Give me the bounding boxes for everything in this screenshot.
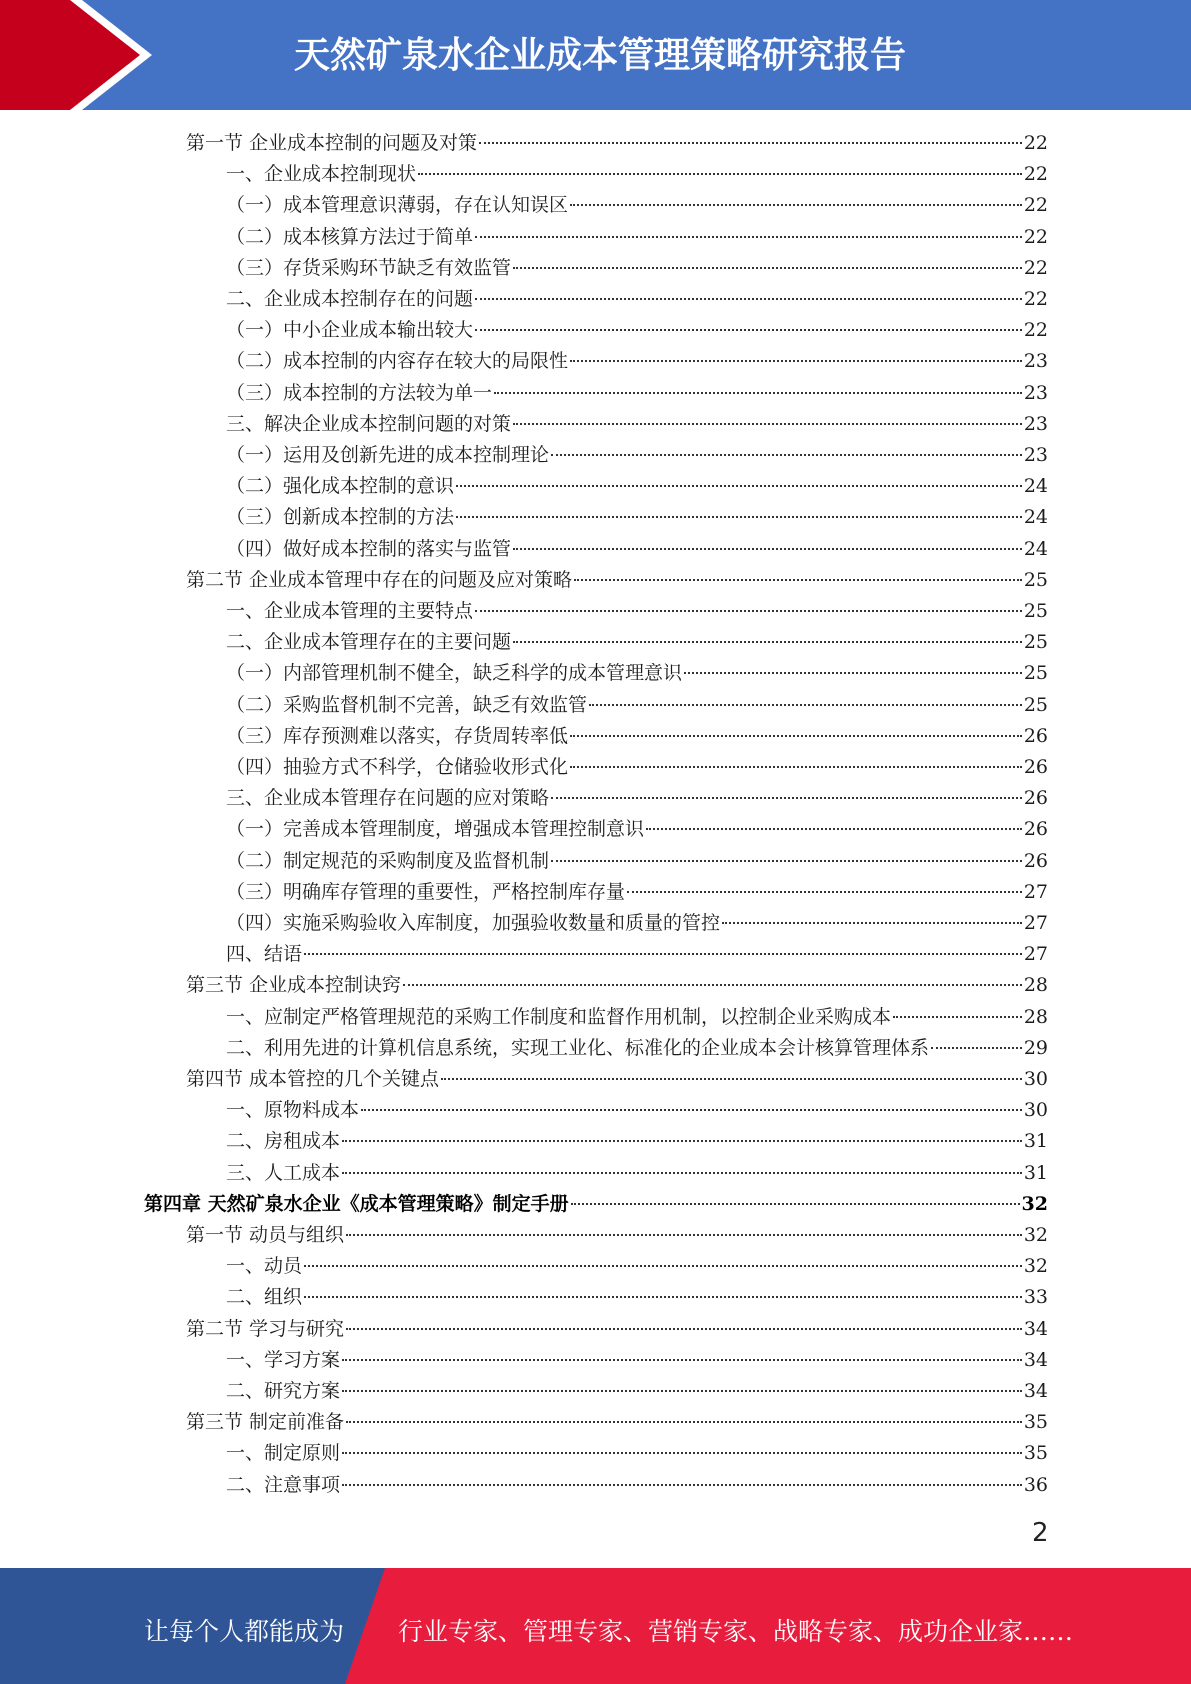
toc-leader-dots (570, 735, 1022, 737)
toc-entry[interactable] (226, 1376, 1048, 1407)
toc-entry-label: 二、利用先进的计算机信息系统，实现工业化、标准化的企业成本会计核算管理体系 (226, 1036, 930, 1059)
toc-entry-page: 23 (1023, 381, 1048, 404)
toc-entry[interactable] (226, 690, 1048, 721)
toc-entry-page: 32 (1023, 1224, 1048, 1246)
toc-entry-page: 23 (1023, 350, 1048, 373)
toc-entry-label: （一）内部管理机制不健全，缺乏科学的成本管理意识 (226, 662, 683, 685)
toc-entry[interactable] (226, 284, 1048, 315)
toc-entry-label: 三、企业成本管理存在问题的应对策略 (226, 787, 550, 810)
toc-leader-dots (304, 1296, 1022, 1298)
toc-entry[interactable] (186, 1220, 1048, 1251)
toc-entry-page: 30 (1023, 1099, 1048, 1122)
toc-entry-label: （一）成本管理意识薄弱，存在认知误区 (226, 194, 569, 217)
toc-entry-label: 第三节 制定前准备 (186, 1411, 345, 1434)
toc-entry-page: 32 (1023, 1255, 1048, 1278)
toc-entry-label: 三、人工成本 (226, 1161, 341, 1184)
toc-entry-page: 22 (1023, 288, 1048, 310)
toc-entry-page: 34 (1023, 1348, 1048, 1371)
toc-leader-dots (342, 1140, 1022, 1142)
toc-leader-dots (570, 204, 1022, 206)
toc-entry-label: （四）抽验方式不科学，仓储验收形式化 (226, 756, 569, 778)
toc-leader-dots (342, 1172, 1022, 1174)
toc-entry-page: 27 (1023, 912, 1048, 934)
toc-entry[interactable] (226, 627, 1048, 658)
toc-entry[interactable] (226, 440, 1048, 471)
toc-entry-page: 26 (1023, 787, 1048, 810)
toc-entry[interactable] (226, 315, 1048, 346)
toc-entry[interactable] (186, 565, 1048, 596)
toc-entry-label: 一、学习方案 (226, 1348, 341, 1371)
toc-entry-label: （四）实施采购验收入库制度，加强验收数量和质量的管控 (226, 912, 721, 934)
toc-entry-label: （一）完善成本管理制度，增强成本管理控制意识 (226, 818, 645, 841)
toc-entry-label: 第一节 动员与组织 (186, 1224, 345, 1246)
toc-leader-dots (513, 423, 1022, 425)
toc-entry-label: 一、企业成本控制现状 (226, 163, 417, 186)
toc-entry-page: 34 (1023, 1317, 1048, 1340)
toc-entry[interactable] (226, 1438, 1048, 1469)
toc-entry-label: 一、应制定严格管理规范的采购工作制度和监督作用机制，以控制企业采购成本 (226, 1005, 892, 1028)
toc-leader-dots (475, 236, 1022, 238)
page-footer (0, 1568, 1191, 1684)
toc-leader-dots (551, 860, 1022, 862)
toc-entry-label: （二）成本控制的内容存在较大的局限性 (226, 350, 569, 373)
toc-entry-label: （三）成本控制的方法较为单一 (226, 381, 493, 404)
toc-leader-dots (684, 672, 1022, 674)
toc-entry-label: （一）中小企业成本输出较大 (226, 319, 474, 342)
toc-leader-dots (551, 454, 1022, 456)
toc-entry-label: 一、企业成本管理的主要特点 (226, 600, 474, 622)
toc-entry-page: 27 (1023, 880, 1048, 903)
toc-entry-label: 一、动员 (226, 1255, 303, 1278)
report-title: 天然矿泉水企业成本管理策略研究报告 (294, 35, 907, 76)
toc-entry-label: 二、企业成本管理存在的主要问题 (226, 631, 512, 654)
toc-entry[interactable] (226, 596, 1048, 627)
toc-entry-page: 26 (1023, 756, 1048, 778)
toc-entry-page: 25 (1023, 568, 1048, 591)
toc-entry[interactable] (226, 222, 1048, 253)
toc-entry[interactable] (226, 721, 1048, 752)
toc-entry[interactable] (226, 846, 1048, 877)
toc-leader-dots (646, 828, 1022, 830)
toc-entry-label: （二）采购监督机制不完善，缺乏有效监管 (226, 693, 588, 716)
toc-entry-page: 22 (1023, 132, 1048, 154)
toc-entry-label: （二）成本核算方法过于简单 (226, 225, 474, 248)
toc-entry[interactable] (186, 1064, 1048, 1095)
toc-entry-label: 二、房租成本 (226, 1130, 341, 1153)
toc-entry-page: 25 (1023, 662, 1048, 685)
toc-leader-dots (513, 548, 1022, 550)
toc-entry-label: 第四节 成本管控的几个关键点 (186, 1068, 440, 1090)
toc-leader-dots (342, 1390, 1022, 1392)
toc-entry[interactable] (186, 1314, 1048, 1345)
toc-entry[interactable] (226, 783, 1048, 814)
toc-leader-dots (589, 704, 1022, 706)
toc-entry-page: 36 (1023, 1473, 1048, 1496)
toc-entry[interactable] (226, 1158, 1048, 1189)
toc-entry-label: （三）存货采购环节缺乏有效监管 (226, 256, 512, 279)
toc-entry-label: 第四章 天然矿泉水企业《成本管理策略》制定手册 (144, 1192, 569, 1215)
toc-leader-dots (722, 922, 1022, 924)
toc-leader-dots (456, 516, 1022, 518)
toc-leader-dots (513, 267, 1022, 269)
toc-entry[interactable] (226, 939, 1048, 970)
toc-entry-page: 27 (1023, 943, 1048, 966)
toc-entry-label: （二）制定规范的采购制度及监督机制 (226, 849, 550, 872)
toc-leader-dots (893, 1016, 1022, 1018)
toc-entry-page: 25 (1023, 600, 1048, 622)
toc-leader-dots (418, 173, 1022, 175)
toc-entry-page: 25 (1023, 631, 1048, 654)
toc-leader-dots (342, 1359, 1022, 1361)
toc-entry-page: 25 (1023, 693, 1048, 716)
toc-entry[interactable] (226, 409, 1048, 440)
toc-entry-page: 22 (1023, 194, 1048, 217)
toc-leader-dots (346, 1421, 1022, 1423)
toc-entry-label: 第二节 企业成本管理中存在的问题及应对策略 (186, 568, 573, 591)
toc-entry-page: 28 (1023, 974, 1048, 997)
toc-entry-label: （三）库存预测难以落实，存货周转率低 (226, 724, 569, 747)
toc-entry-page: 26 (1023, 818, 1048, 841)
toc-entry[interactable] (186, 128, 1048, 159)
toc-leader-dots (574, 579, 1022, 581)
toc-leader-dots (403, 984, 1022, 986)
toc-leader-dots (342, 1484, 1022, 1486)
toc-entry[interactable] (226, 1095, 1048, 1126)
toc-leader-dots (513, 641, 1022, 643)
toc-entry[interactable] (144, 1189, 1048, 1220)
toc-entry-label: （二）强化成本控制的意识 (226, 475, 455, 498)
toc-entry[interactable] (226, 159, 1048, 190)
footer-slogan-left: 让每个人都能成为 (144, 1617, 345, 1646)
toc-entry-page: 22 (1023, 256, 1048, 279)
toc-entry[interactable] (226, 1251, 1048, 1282)
toc-leader-dots (441, 1078, 1022, 1080)
toc-entry[interactable] (226, 658, 1048, 689)
toc-entry-page: 24 (1023, 506, 1048, 529)
toc-entry-page: 23 (1023, 444, 1048, 466)
toc-entry-page: 29 (1023, 1036, 1048, 1059)
toc-leader-dots (570, 360, 1022, 362)
chevron-red-icon (0, 0, 148, 110)
toc-entry[interactable] (226, 1126, 1048, 1157)
toc-entry-page: 24 (1023, 475, 1048, 498)
toc-entry[interactable] (226, 534, 1048, 565)
toc-entry[interactable] (226, 752, 1048, 783)
toc-leader-dots (551, 797, 1022, 799)
toc-leader-dots (346, 1234, 1022, 1236)
toc-entry[interactable] (226, 908, 1048, 939)
toc-entry-label: 一、原物料成本 (226, 1099, 360, 1122)
toc-leader-dots (479, 142, 1022, 144)
toc-entry[interactable] (186, 970, 1048, 1001)
toc-leader-dots (346, 1328, 1022, 1330)
toc-entry-page: 32 (1021, 1192, 1048, 1215)
toc-entry-page: 30 (1023, 1068, 1048, 1090)
toc-entry-page: 35 (1023, 1411, 1048, 1434)
toc-entry-label: 二、组织 (226, 1286, 303, 1309)
page-header (0, 0, 1191, 110)
toc-entry-page: 22 (1023, 163, 1048, 186)
toc-entry-page: 24 (1023, 537, 1048, 560)
footer-slogan-right: 行业专家、管理专家、营销专家、战略专家、成功企业家…… (398, 1617, 1074, 1646)
toc-entry[interactable] (226, 190, 1048, 221)
toc-entry-label: 四、结语 (226, 943, 303, 966)
toc-entry-label: （三）创新成本控制的方法 (226, 506, 455, 529)
toc-entry[interactable] (226, 471, 1048, 502)
toc-entry[interactable] (226, 502, 1048, 533)
toc-entry-page: 31 (1023, 1161, 1048, 1184)
toc-entry-page: 33 (1023, 1286, 1048, 1309)
toc-entry-page: 22 (1023, 319, 1048, 342)
toc-entry[interactable] (186, 1407, 1048, 1438)
toc-leader-dots (494, 392, 1022, 394)
toc-entry-label: （四）做好成本控制的落实与监管 (226, 537, 512, 560)
toc-leader-dots (304, 953, 1022, 955)
page-number: 2 (1032, 1518, 1049, 1548)
toc-entry[interactable] (226, 1033, 1048, 1064)
toc-entry[interactable] (226, 1470, 1048, 1501)
toc-entry-label: 第一节 企业成本控制的问题及对策 (186, 132, 478, 154)
toc-entry-page: 34 (1023, 1380, 1048, 1402)
toc-entry-label: 二、研究方案 (226, 1380, 341, 1402)
toc-entry-page: 22 (1023, 225, 1048, 248)
toc-leader-dots (627, 891, 1022, 893)
toc-entry[interactable] (226, 814, 1048, 845)
toc-entry[interactable] (226, 877, 1048, 908)
toc-entry-page: 26 (1023, 724, 1048, 747)
toc-entry-label: 二、企业成本控制存在的问题 (226, 288, 474, 310)
toc-entry-label: （三）明确库存管理的重要性，严格控制库存量 (226, 880, 626, 903)
toc-leader-dots (475, 329, 1022, 331)
toc-leader-dots (475, 610, 1022, 612)
toc-entry-label: 第三节 企业成本控制诀窍 (186, 974, 402, 997)
toc-entry-label: 一、制定原则 (226, 1442, 341, 1465)
toc-leader-dots (342, 1452, 1022, 1454)
toc-entry-label: 第二节 学习与研究 (186, 1317, 345, 1340)
toc-leader-dots (475, 298, 1022, 300)
toc-leader-dots (304, 1265, 1022, 1267)
toc-entry-page: 35 (1023, 1442, 1048, 1465)
toc-entry[interactable] (226, 253, 1048, 284)
toc-entry-label: 三、解决企业成本控制问题的对策 (226, 412, 512, 435)
toc-leader-dots (570, 766, 1022, 768)
toc-entry-page: 23 (1023, 412, 1048, 435)
toc-entry[interactable] (226, 346, 1048, 377)
toc-entry-label: 二、注意事项 (226, 1473, 341, 1496)
toc-entry[interactable] (226, 1345, 1048, 1376)
toc-entry[interactable] (226, 1282, 1048, 1313)
toc-leader-dots (361, 1109, 1022, 1111)
toc-leader-dots (456, 485, 1022, 487)
toc-leader-dots (571, 1203, 1020, 1205)
toc-leader-dots (931, 1047, 1022, 1049)
toc-entry-page: 31 (1023, 1130, 1048, 1153)
toc-entry-label: （一）运用及创新先进的成本控制理论 (226, 444, 550, 466)
toc-entry[interactable] (226, 378, 1048, 409)
toc-entry-page: 28 (1023, 1005, 1048, 1028)
toc-entry[interactable] (226, 1002, 1048, 1033)
toc-entry-page: 26 (1023, 849, 1048, 872)
